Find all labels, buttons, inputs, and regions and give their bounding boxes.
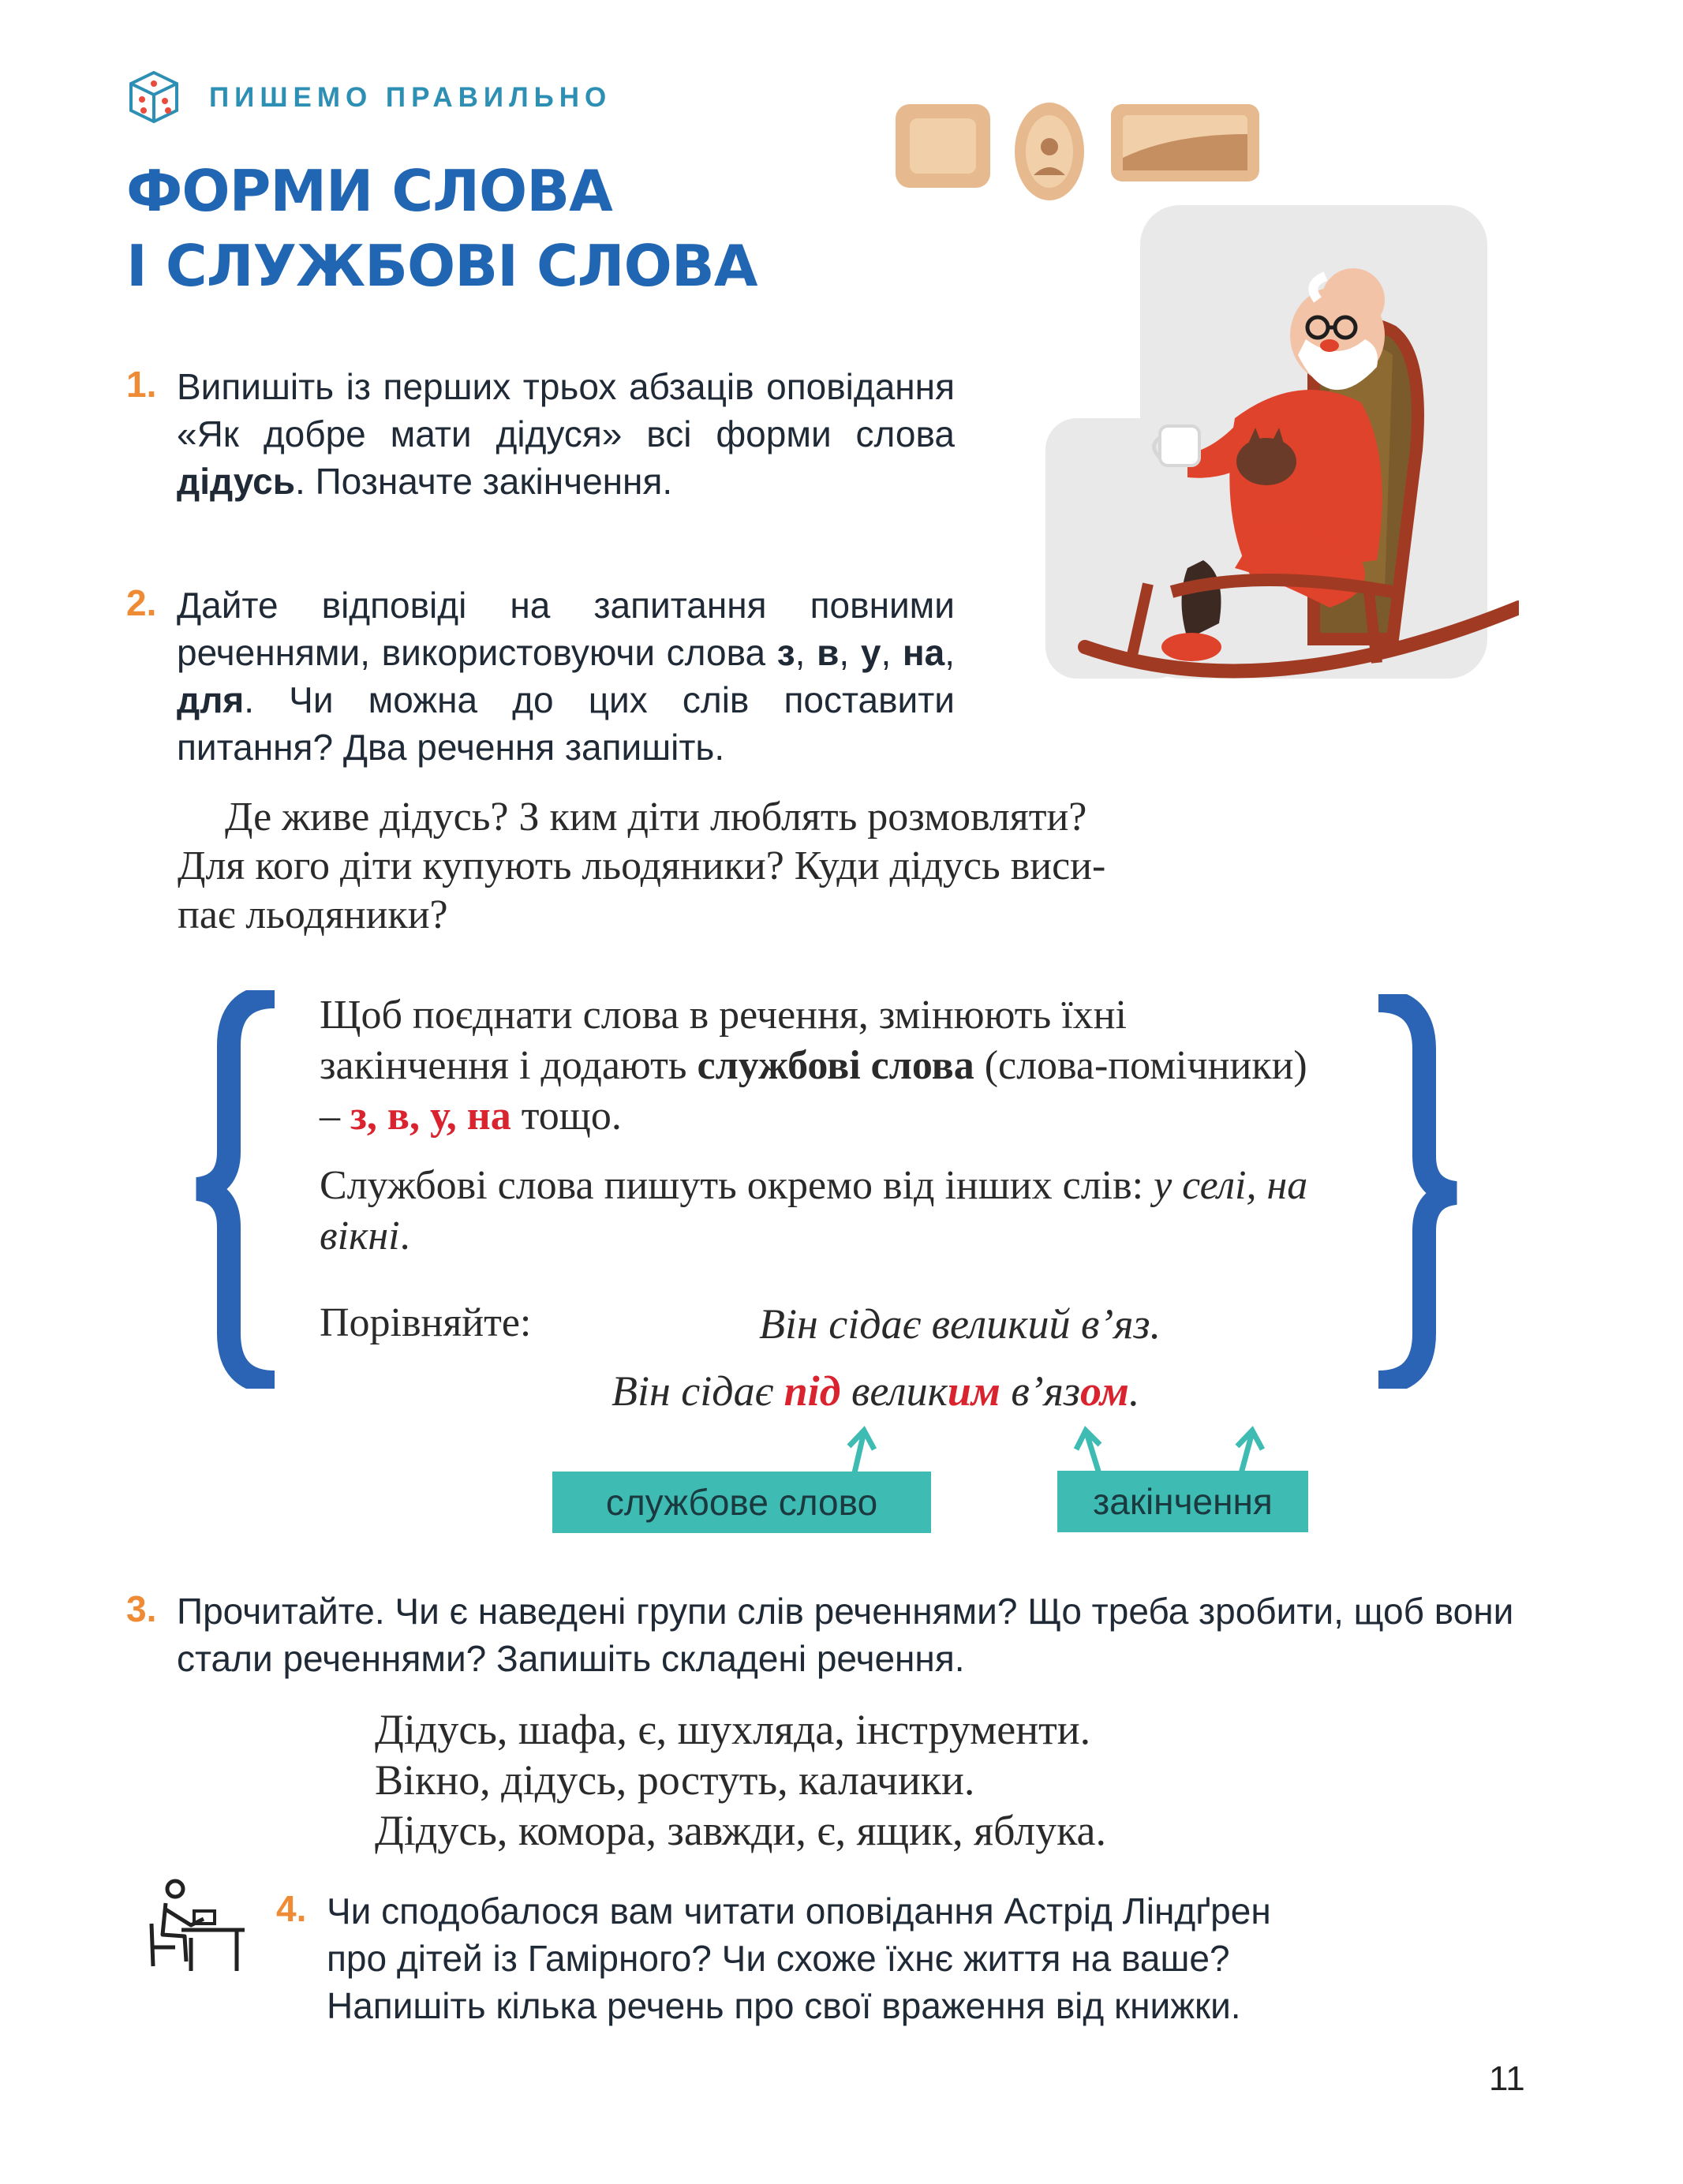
- task-1: [126, 363, 955, 505]
- task-3-text: Прочитайте. Чи є наведені групи слів реченнями? Що треба зробити, щоб вони стали реченнями? Запишіть складені речення.: [177, 1591, 1514, 1679]
- title-line-1: ФОРМИ СЛОВА: [126, 158, 612, 224]
- ending-tag: закінчення: [1057, 1471, 1308, 1532]
- left-brace-icon: [180, 990, 282, 1389]
- grandfather-rocking-chair-illustration: [888, 87, 1519, 734]
- question-line: Де живе дідусь? З ким діти люблять розмовляти?: [225, 795, 1087, 840]
- title-line-2: І СЛУЖБОВІ СЛОВА: [126, 233, 757, 299]
- rule-paragraph-2: Службові слова пишуть окремо від інших слів: у селі, на вікні.: [320, 1163, 1308, 1258]
- question-line: пає льодяники?: [178, 892, 448, 937]
- writing-person-icon: [142, 1878, 249, 1976]
- right-brace-icon: [1371, 994, 1473, 1389]
- example-sentence-1: Він сідає великий в’яз.: [759, 1300, 1161, 1348]
- section-label: ПИШЕМО ПРАВИЛЬНО: [209, 82, 612, 113]
- questions-block: [178, 793, 1448, 940]
- task-4-number: 4.: [276, 1888, 307, 1929]
- word-groups: [375, 1704, 1106, 1856]
- page-number: 11: [1489, 2059, 1525, 2098]
- task-2-text: Дайте відповіді на запитання повними реченнями, використовуючи слова з, в, у, на, для. Чи можна до цих слів поставити питання? Два речення запишіть.: [177, 585, 956, 768]
- word-group: Дідусь, комора, завжди, є, ящик, яблука.: [375, 1807, 1106, 1854]
- task-4-text: Чи сподобалося вам читати оповідання Астрід Ліндґрен про дітей із Гамірного? Чи схоже їхнє життя на ваше? Напишіть кілька речень про свої враження від книжки.: [327, 1890, 1271, 2026]
- rule-paragraph-1: Щоб поєднати слова в речення, змінюють їхні закінчення і додають службові слова (слова-помічники) – з, в, у, на тощо.: [320, 993, 1307, 1139]
- task-1-text: Випишіть із перших трьох абзаців оповідання «Як добре мати дідуся» всі форми слова дідусь. Позначте закінчення.: [177, 366, 955, 502]
- compare-label: Порівняйте:: [320, 1300, 532, 1345]
- task-2: [126, 582, 955, 771]
- question-line: Для кого діти купують льодяники? Куди дідусь виси-: [178, 843, 1106, 888]
- task-1-number: 1.: [126, 364, 157, 405]
- page-title: [126, 154, 757, 304]
- rule-box: [320, 990, 1314, 1281]
- dice-icon: [126, 69, 181, 125]
- task-3: [126, 1588, 1562, 1682]
- task-3-number: 3.: [126, 1588, 157, 1629]
- service-word-tag: службове слово: [552, 1472, 931, 1533]
- word-group: Вікно, дідусь, ростуть, калачики.: [375, 1756, 975, 1804]
- task-4: [276, 1887, 1539, 2029]
- word-group: Дідусь, шафа, є, шухляда, інструменти.: [375, 1706, 1091, 1753]
- example-sentence-2: Він сідає під великим в’язом.: [611, 1367, 1140, 1415]
- task-2-number: 2.: [126, 582, 157, 623]
